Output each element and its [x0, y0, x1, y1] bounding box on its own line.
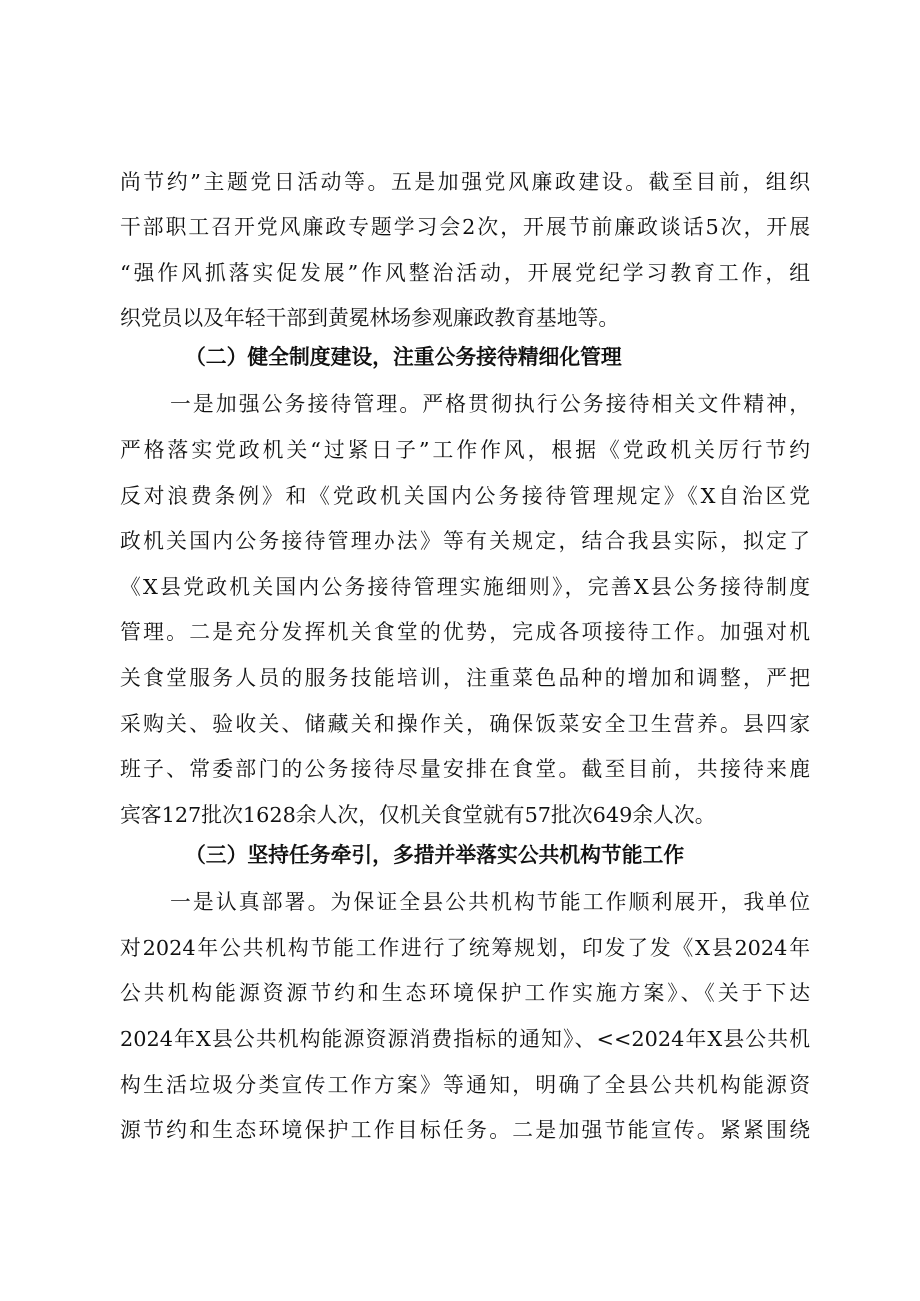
- paragraph-line: 尚节约”主题党日活动等。五是加强党风廉政建设。截至目前，组织: [120, 170, 810, 194]
- paragraph-line: 构生活垃圾分类宣传工作方案》等通知，明确了全县公共机构能源资: [120, 1073, 810, 1097]
- paragraph-line: 管理。二是充分发挥机关食堂的优势，完成各项接待工作。加强对机: [120, 620, 810, 644]
- section-heading: （三）坚持任务牵引，多措并举落实公共机构节能工作: [185, 843, 685, 867]
- paragraph-line: “强作风抓落实促发展”作风整治活动，开展党纪学习教育工作，组: [120, 261, 810, 285]
- paragraph-line: 2024年X县公共机构能源资源消费指标的通知》、<<2024年X县公共机: [120, 1027, 810, 1051]
- paragraph-line: 关食堂服务人员的服务技能培训，注重菜色品种的增加和调整，严把: [120, 666, 810, 690]
- section-heading: （二）健全制度建设，注重公务接待精细化管理: [185, 345, 622, 369]
- paragraph-line: 公共机构能源资源节约和生态环境保护工作实施方案》、《关于下达: [120, 981, 810, 1005]
- paragraph-line: 反对浪费条例》和《党政机关国内公务接待管理规定》《X自治区党: [120, 484, 810, 508]
- paragraph-line: 班子、常委部门的公务接待尽量安排在食堂。截至目前，共接待来鹿: [120, 757, 810, 781]
- paragraph-line: 《X县党政机关国内公务接待管理实施细则》，完善X县公务接待制度: [120, 575, 810, 599]
- paragraph-line: 宾客127批次1628余人次，仅机关食堂就有57批次649余人次。: [120, 803, 716, 827]
- paragraph-line: 严格落实党政机关“过紧日子”工作作风，根据《党政机关厉行节约: [120, 438, 810, 462]
- paragraph-line: 一是加强公务接待管理。严格贯彻执行公务接待相关文件精神，: [170, 392, 810, 416]
- paragraph-line: 一是认真部署。为保证全县公共机构节能工作顺利展开，我单位: [170, 890, 810, 914]
- paragraph-line: 织党员以及年轻干部到黄冕林场参观廉政教育基地等。: [120, 306, 620, 330]
- paragraph-line: 采购关、验收关、储藏关和操作关，确保饭菜安全卫生营养。县四家: [120, 712, 810, 736]
- paragraph-line: 政机关国内公务接待管理办法》等有关规定，结合我县实际，拟定了: [120, 529, 810, 553]
- paragraph-line: 对2024年公共机构节能工作进行了统筹规划，印发了发《X县2024年: [120, 936, 810, 960]
- paragraph-line: 源节约和生态环境保护工作目标任务。二是加强节能宣传。紧紧围绕: [120, 1118, 810, 1142]
- paragraph-line: 干部职工召开党风廉政专题学习会2次，开展节前廉政谈话5次，开展: [120, 215, 810, 239]
